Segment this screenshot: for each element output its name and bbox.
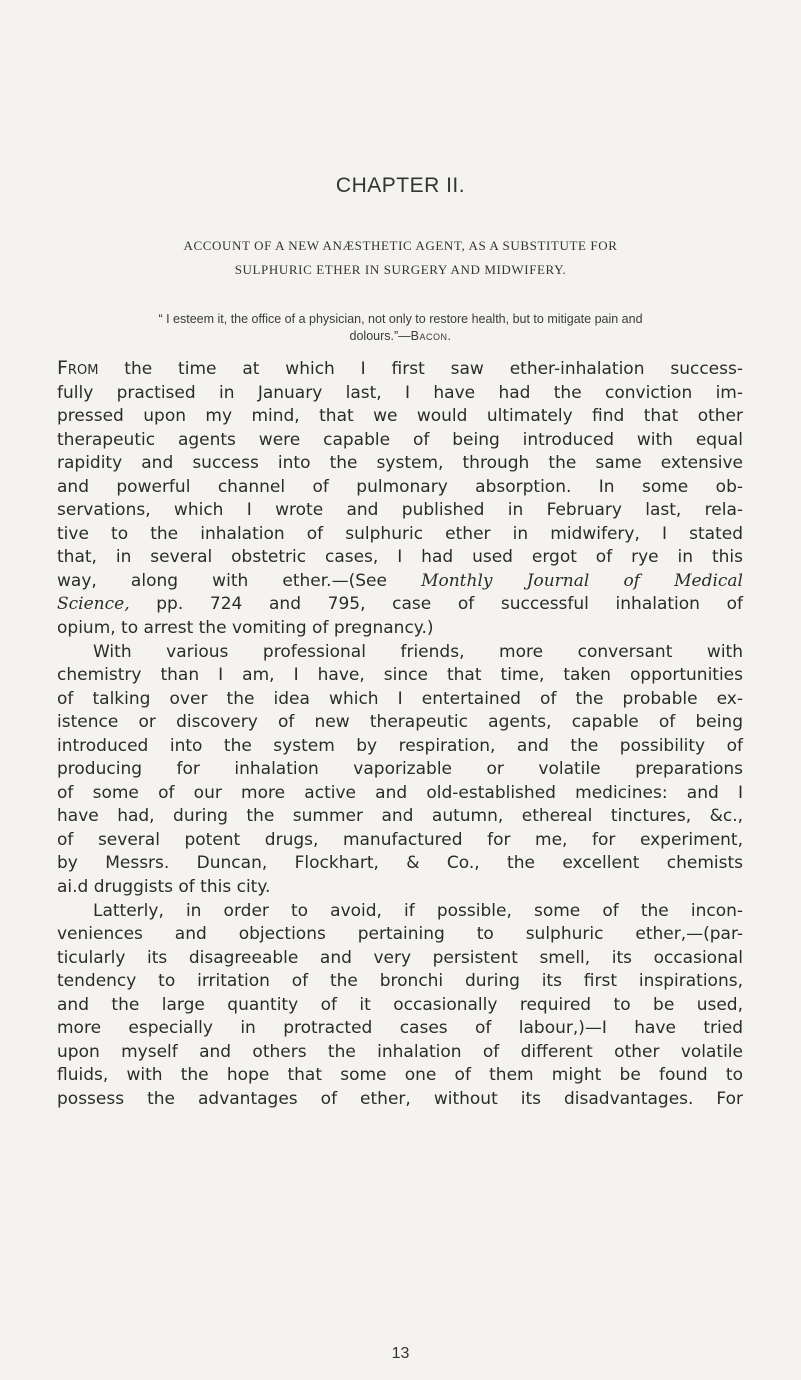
body-line: fully practised in January last, I have had the conviction im- (57, 382, 743, 403)
body-line: ticularly its disagreeable and very persistent smell, its occasional (57, 947, 743, 968)
body-line: veniences and objections pertaining to sulphuric ether,—(par- (57, 924, 743, 945)
body-line: and the large quantity of it occasionally required to be used, (57, 994, 743, 1015)
body-line: With various professional friends, more conversant with (93, 641, 743, 662)
body-line: rapidity and success into the system, through the same extensive (57, 453, 743, 474)
body-line: istence or discovery of new therapeutic agents, capable of being (57, 712, 743, 733)
body-line: of talking over the idea which I entertained of the probable ex- (57, 688, 743, 709)
body-line: and powerful channel of pulmonary absorption. In some ob- (57, 476, 743, 497)
body-line: way, along with ether.—(See Monthly Journal of Medical (57, 570, 743, 591)
chapter-title: CHAPTER II. (335, 174, 466, 197)
page-number: 13 (391, 1345, 410, 1362)
body-line: producing for inhalation vaporizable or volatile preparations (57, 759, 743, 780)
body-line: therapeutic agents were capable of being introduced with equal (57, 429, 743, 450)
body-line: have had, during the summer and autumn, ethereal tinctures, &c., (57, 806, 743, 827)
body-line: From the time at which I first saw ether-inhalation success- (57, 357, 743, 379)
body-line: Latterly, in order to avoid, if possible, some of the incon- (93, 900, 743, 921)
chapter-heading (50, 234, 751, 282)
body-line: opium, to arrest the vomiting of pregnancy.) (57, 618, 434, 639)
body-line: by Messrs. Duncan, Flockhart, & Co., the excellent chemists (57, 853, 743, 874)
chapter-heading-line-2: SULPHURIC ETHER IN SURGERY AND MIDWIFERY. (234, 262, 567, 277)
body-line: introduced into the system by respiration, and the possibility of (57, 735, 743, 756)
epigraph (60, 311, 741, 345)
body-line: servations, which I wrote and published in February last, rela- (57, 500, 743, 521)
body-line: tendency to irritation of the bronchi during its first inspirations, (57, 971, 743, 992)
body-line: Science, pp. 724 and 795, case of successful inhalation of (57, 594, 743, 615)
chapter-heading-line-1: ACCOUNT OF A NEW ANÆSTHETIC AGENT, AS A SUBSTITUTE FOR (183, 238, 618, 253)
epigraph-attribution: Bacon. (410, 329, 452, 343)
epigraph-line-1: “ I esteem it, the office of a physician, not only to restore health, but to mitigate pain and (158, 312, 643, 326)
epigraph-line-2-text: dolours.”— (349, 329, 411, 343)
body-line: fluids, with the hope that some one of them might be found to (57, 1065, 743, 1086)
journal-title: Monthly Journal of Medical (421, 570, 743, 591)
epigraph-line-2 (60, 328, 741, 345)
body-line: of some of our more active and old-established medicines: and I (57, 782, 743, 803)
body-text (57, 357, 743, 1112)
body-line: that, in several obstetric cases, I had used ergot of rye in this (57, 547, 743, 568)
body-line: pressed upon my mind, that we would ultimately find that other (57, 406, 743, 427)
body-line: of several potent drugs, manufactured for me, for experiment, (57, 829, 743, 850)
opening-word: From (57, 357, 99, 379)
body-line: tive to the inhalation of sulphuric ether in midwifery, I stated (57, 523, 743, 544)
body-line: upon myself and others the inhalation of different other volatile (57, 1041, 743, 1062)
body-line: ai.d druggists of this city. (57, 877, 271, 898)
body-line: possess the advantages of ether, without its disadvantages. For (57, 1088, 743, 1109)
body-line: chemistry than I am, I have, since that time, taken opportunities (57, 665, 743, 686)
body-line: more especially in protracted cases of labour,)—I have tried (57, 1018, 743, 1039)
journal-title-cont: Science, (57, 594, 130, 615)
